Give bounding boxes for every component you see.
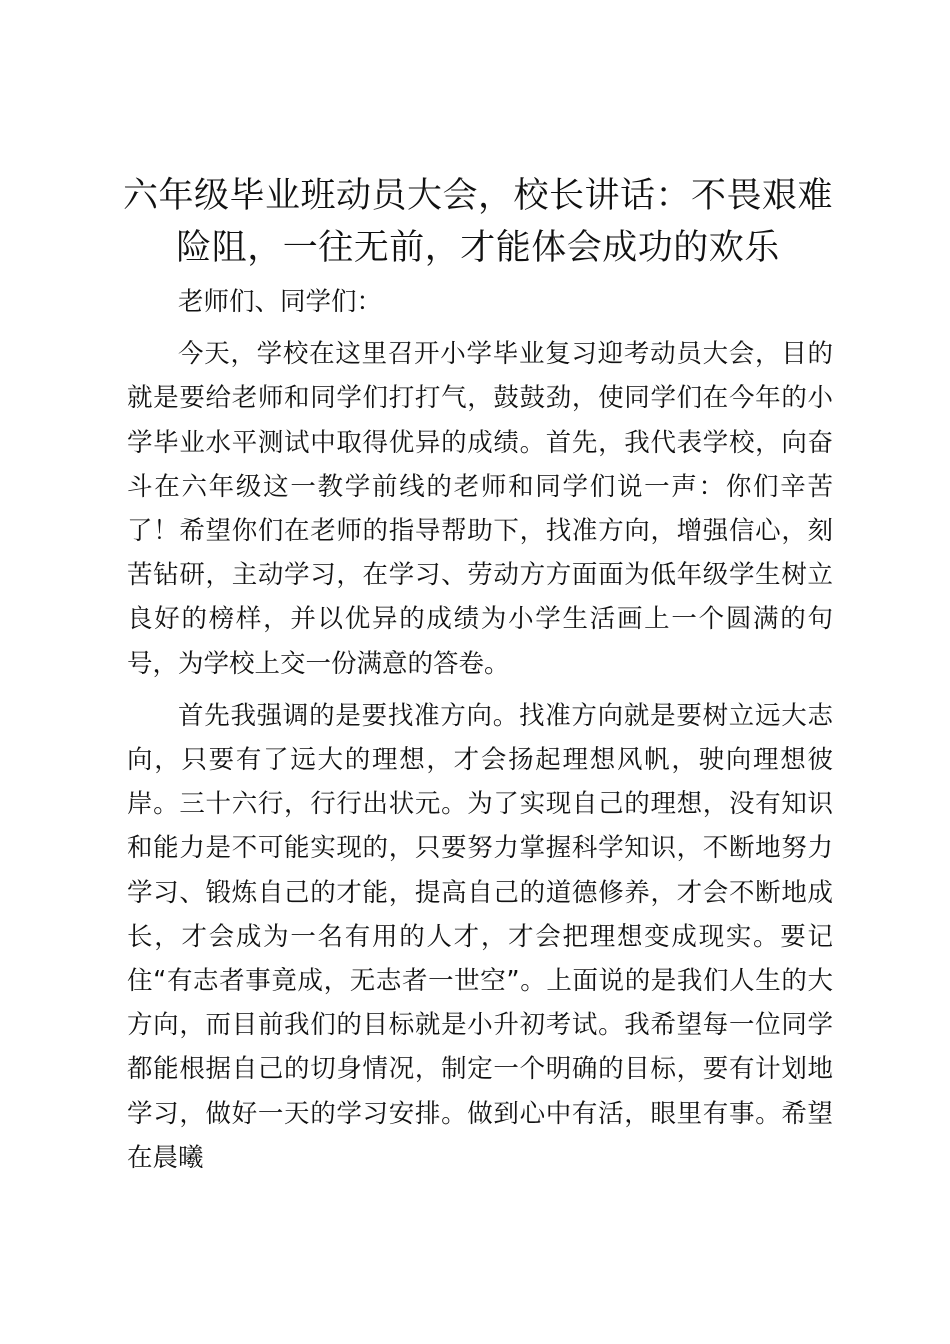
body-paragraph: 首先我强调的是要找准方向。找准方向就是要树立远大志向，只要有了远大的理想，才会扬起理想风帆，驶向理想彼岸。三十六行，行行出状元。为了实现自己的理想，没有知识和能力是不可能实现的，只要努力掌握科学知识，不断地努力学习、锻炼自己的才能，提高自己的道德修养，才会不断地成长，才会成为一名有用的人才，才会把理想变成现实。要记住“有志者事竟成，无志者一世空”。上面说的是我们人生的大方向，而目前我们的目标就是小升初考试。我希望每一位同学都能根据自己的切身情况，制定一个明确的目标，要有计划地学习，做好一天的学习安排。做到心中有活，眼里有事。希望在晨曦	[127, 700, 833, 1173]
document-body	[127, 280, 833, 1180]
document-title: 六年级毕业班动员大会，校长讲话：不畏艰难险阻，一往无前，才能体会成功的欢乐	[122, 176, 833, 268]
body-paragraph: 今天，学校在这里召开小学毕业复习迎考动员大会，目的就是要给老师和同学们打打气，鼓鼓劲，使同学们在今年的小学毕业水平测试中取得优异的成绩。首先，我代表学校，向奋斗在六年级这一教学前线的老师和同学们说一声：你们辛苦了！希望你们在老师的指导帮助下，找准方向，增强信心，刻苦钻研，主动学习，在学习、劳动方方面面为低年级学生树立良好的榜样，并以优异的成绩为小学生活画上一个圆满的句号，为学校上交一份满意的答卷。	[127, 339, 833, 679]
salutation-paragraph: 老师们、同学们：	[178, 287, 383, 317]
